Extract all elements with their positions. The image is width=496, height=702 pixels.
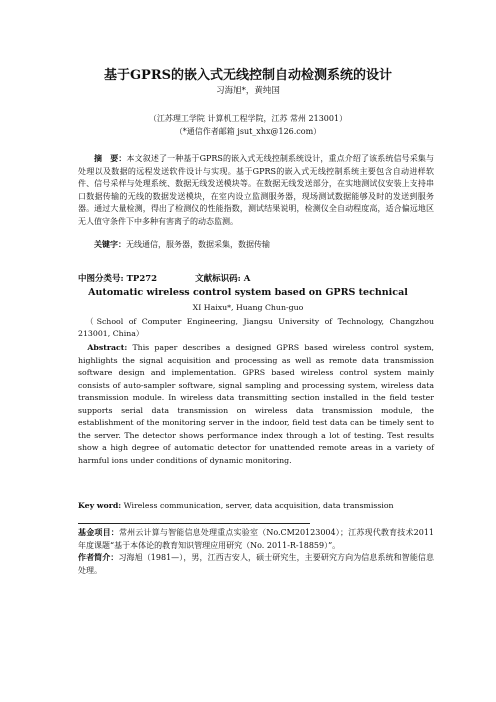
fund-label: 基金项目：	[78, 527, 119, 537]
corresponding-email: （*通信作者邮箱 jsut_xhx@126.com）	[174, 127, 322, 136]
affiliation-cn: （江苏理工学院 计算机工程学院，江苏 常州 213001）	[148, 114, 348, 123]
abstract-en-label: Abstract:	[87, 343, 128, 352]
clc-label: 中图分类号:	[78, 274, 124, 284]
abstract-cn-text: 本文叙述了一种基于GPRS的嵌入式无线控制系统设计，重点介绍了该系统信号采集与处理以及数据的远程发送软件设计与实现。基于GPRS的嵌入式无线控制系统主要包含自动进样软件、信号采样与处理系统、数据无线发送模块等。在数据无线发送部分，在实地测试仪安装上支持串口数据传输的无线的数据发送模块，在室内设立监测服务器，现场测试数据能够及时的发送到服务器。通过大量检测，得出了检测仪的性能指数，测试结果说明，检测仪全自动程度高，适合偏远地区无人值守条件下中多种有害离子的动态监测。	[78, 154, 434, 226]
keywords-en-text: Wireless communication, server, data acquisition, data transmission	[121, 501, 394, 510]
author-bio-footnote	[78, 551, 434, 577]
keywords-cn	[78, 239, 434, 250]
abstract-cn	[78, 152, 434, 229]
affiliation-en: （School of Computer Engineering, Jiangsu University of Technology, Changzhou 213001, China）	[78, 317, 434, 339]
paper-title-cn: 基于GPRS的嵌入式无线控制自动检测系统的设计	[103, 68, 393, 83]
keywords-en	[78, 501, 434, 510]
doc-code-label: 文献标识码:	[195, 274, 241, 284]
doc-code-value: A	[243, 274, 251, 284]
abstract-en	[78, 342, 434, 467]
bio-text: 习海旭（1981—），男，江西吉安人，硕士研究生，主要研究方向为信息系统和智能信息处理。	[78, 553, 435, 575]
clc-value: TP272	[126, 274, 158, 284]
paper-title-en: Automatic wireless control system based on GPRS technical	[88, 287, 408, 298]
footnote-divider	[78, 523, 310, 524]
bio-label: 作者简介：	[78, 552, 119, 562]
authors-cn: 习海旭*，黄纯国	[216, 86, 280, 96]
abstract-cn-label: 摘 要：	[94, 153, 127, 163]
keywords-cn-text: 无线通信，服务器，数据采集，数据传输	[126, 240, 270, 249]
classification-line	[78, 272, 438, 284]
authors-en: XI Haixu*, Huang Chun-guo	[192, 303, 304, 312]
fund-footnote	[78, 526, 434, 552]
keywords-en-label: Key word:	[78, 501, 122, 510]
fund-text: 常州云计算与智能信息处理重点实验室（No.CM20123004）；江苏现代教育技术2011年度课题“基于本体论的教育知识管理应用研究（No. 2011-R-18859）”。	[78, 528, 435, 550]
abstract-en-text: This paper describes a designed GPRS based wireless control system, highlights the signal acquisition and processing as well as remote data transmission software design and implementation. GPRS based wireless control system mainly consists of auto-sampler software, signal sampling and processing system, wireless data transmission module. In wireless data transmitting section installed in the field tester supports serial data transmission on wireless data transmission module, the establishment of the monitoring server in the indoor, field test data can be timely sent to the server. The detector shows performance index through a lot of testing. Test results show a high degree of automatic detector for unattended remote areas in a variety of harmful ions under conditions of dynamic monitoring.	[78, 343, 434, 465]
affiliation-cn-block	[0, 112, 496, 138]
keywords-cn-label: 关键字：	[94, 239, 126, 249]
